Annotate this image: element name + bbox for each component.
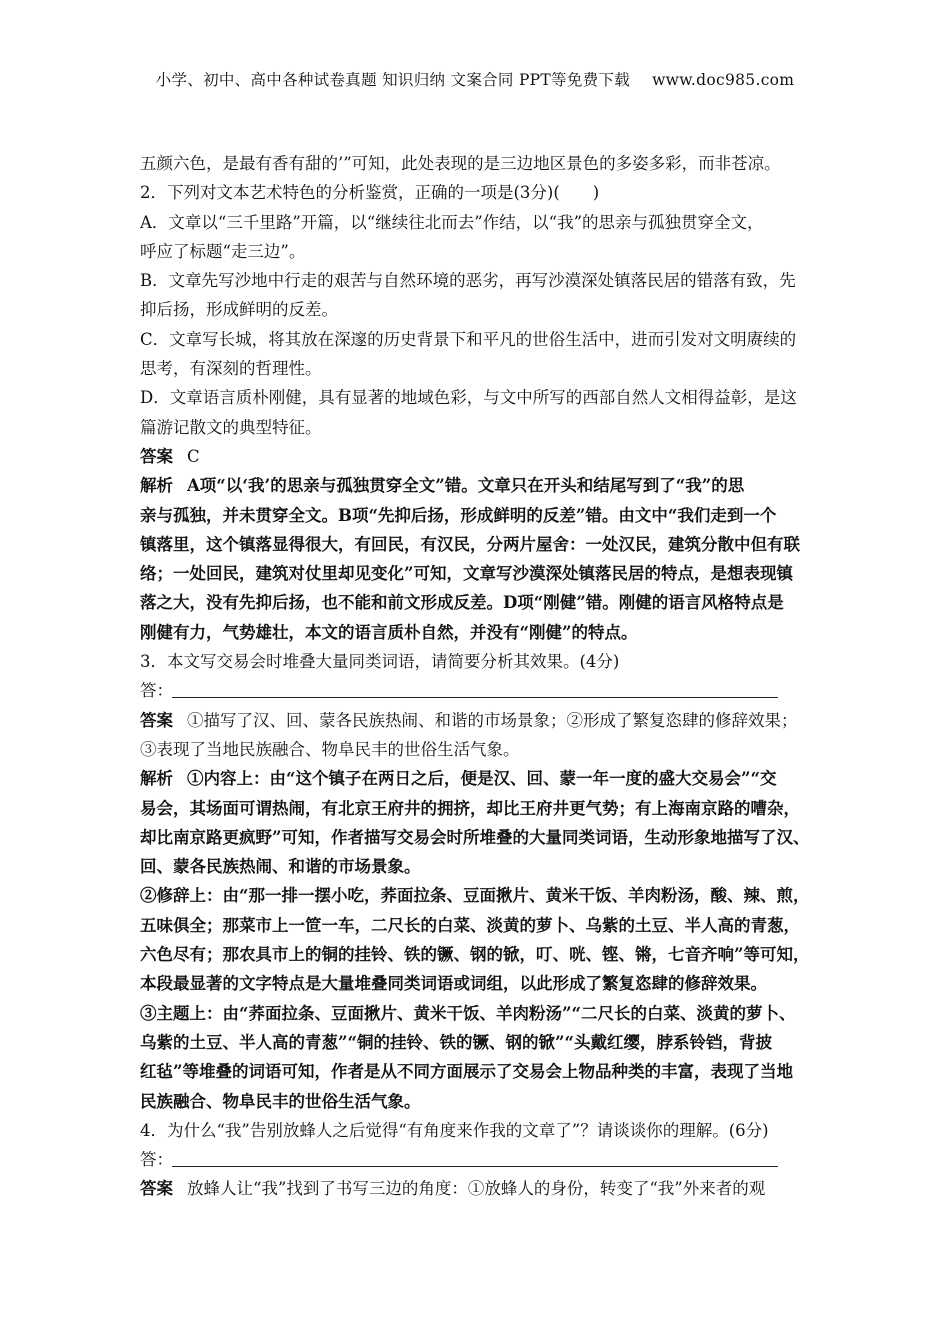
q3-analysis-line: ②修辞上：由“那一排一摆小吃，荞面拉条、豆面揪片、黄米干饭、羊肉粉汤，酸、辣、煎， [140,886,810,906]
option-c-line: C．文章写长城，将其放在深邃的历史背景下和平凡的世俗生活中，进而引发对文明赓续的 [140,329,797,349]
q3-analysis-line: 回、蒙各民族热闹、和谐的市场景象。 [140,857,421,877]
text-line: 五颜六色，是最有香有甜的’”可知，此处表现的是三边地区景色的多姿多彩，而非苍凉。 [140,154,781,173]
q4-answer-field[interactable] [140,1145,812,1174]
q3-analysis-line: 乌紫的土豆、半人高的青葱”“铜的挂铃、铁的镢、钢的锨”“头戴红缨，脖系铃铛，背披 [140,1032,772,1052]
answer-tag: 答案 [140,710,173,730]
header-text: 小学、初中、高中各种试卷真题 知识归纳 文案合同 PPT等免费下载 [155,71,631,89]
analysis-tag: 解析 [140,769,173,789]
answer-text: 放蜂人让“我”找到了书写三边的角度：①放蜂人的身份，转变了“我”外来者的观 [187,1179,766,1199]
analysis-tag: 解析 [140,476,173,496]
q2-analysis-line: 亲与孤独，并未贯穿全文。B项“先抑后扬，形成鲜明的反差”错。由文中“我们走到一个 [140,505,777,525]
question-3: 3．本文写交易会时堆叠大量同类词语，请简要分析其效果。(4分) [140,652,620,672]
answer-tag: 答案 [140,1179,173,1199]
q2-analysis-line: 落之大，没有先抑后扬，也不能和前文形成反差。D项“刚健”错。刚健的语言风格特点是 [140,593,784,613]
option-b-line: B．文章先写沙地中行走的艰苦与自然环境的恶劣，再写沙漠深处镇落民居的错落有致，先 [140,271,796,291]
option-a-line: A．文章以“三千里路”开篇，以“继续往北而去”作结，以“我”的思亲与孤独贯穿全文， [140,212,764,232]
q3-analysis-line: 五味俱全；那菜市上一笸一车，二尺长的白菜、淡黄的萝卜、乌紫的土豆、半人高的青葱， [140,915,800,935]
q3-analysis-line: 却比南京路更疯野”可知，作者描写交易会时所堆叠的大量同类词语，生动形象地描写了汉、 [140,827,810,847]
answer-blank-line [172,697,778,698]
q3-analysis-line [140,764,812,793]
answer-prompt: 答： [140,681,173,701]
q2-analysis-line: 刚健有力，气势雄壮，本文的语言质朴自然，并没有“刚健”的特点。 [140,622,638,642]
q3-analysis-line: ③主题上：由“荞面拉条、豆面揪片、黄米干饭、羊肉粉汤”“二尺长的白菜、淡黄的萝卜、 [140,1003,796,1023]
answer-blank-line [172,1166,778,1167]
document-body [140,149,812,1204]
analysis-text: ①内容上：由“这个镇子在两日之后，便是汉、回、蒙一年一度的盛大交易会”“交 [187,769,777,789]
header-url: www.doc985.com [652,71,795,89]
q3-answer [140,706,812,735]
q3-analysis-line: 六色尽有；那农具市上的铜的挂铃、铁的镢、钢的锨，叮、咣、铿、锵，七音齐响”等可知， [140,945,810,965]
answer-text: ①描写了汉、回、蒙各民族热闹、和谐的市场景象；②形成了繁复恣肆的修辞效果； [187,710,798,730]
q4-answer [140,1174,812,1203]
option-d-line: 篇游记散文的典型特征。 [140,417,322,437]
question-2: 2．下列对文本艺术特色的分析鉴赏，正确的一项是(3分)( ) [140,183,600,203]
option-b-line: 抑后扬，形成鲜明的反差。 [140,300,338,320]
question-4: 4．为什么“我”告别放蜂人之后觉得“有角度来作我的文章了”？请谈谈你的理解。(6分) [140,1120,769,1140]
q3-answer-line: ③表现了当地民族融合、物阜民丰的世俗生活气象。 [140,739,520,759]
q3-answer-field[interactable] [140,676,812,705]
q2-analysis-line: 络；一处回民，建筑对仗里却见变化”可知，文章写沙漠深处镇落民居的特点，是想表现镇 [140,564,793,584]
analysis-text: A项“以‘我’的思亲与孤独贯穿全文”错。文章只在开头和结尾写到了“我”的思 [187,476,745,496]
option-c-line: 思考，有深刻的哲理性。 [140,359,322,379]
option-d-line: D．文章语言质朴刚健，具有显著的地域色彩，与文中所写的西部自然人文相得益彰，是这 [140,388,797,408]
q3-analysis-line: 易会，其场面可谓热闹，有北京王府井的拥挤，却比王府井更气势；有上海南京路的嘈杂， [140,798,800,818]
page-header [0,68,950,90]
q2-analysis-line: 镇落里，这个镇落显得很大，有回民，有汉民，分两片屋舍：一处汉民，建筑分散中但有联 [140,534,800,554]
answer-tag: 答案 [140,446,173,466]
q3-analysis-line: 本段最显著的文字特点是大量堆叠同类词语或词组，以此形成了繁复恣肆的修辞效果。 [140,974,767,994]
option-a-line: 呼应了标题“走三边”。 [140,241,306,261]
q2-answer [140,442,812,471]
q2-analysis-line [140,471,812,500]
q3-analysis-line: 民族融合、物阜民丰的世俗生活气象。 [140,1091,421,1111]
answer-text: C [187,446,200,466]
answer-prompt: 答： [140,1150,173,1170]
q3-analysis-line: 红毡”等堆叠的词语可知，作者是从不同方面展示了交易会上物品种类的丰富，表现了当地 [140,1062,793,1082]
